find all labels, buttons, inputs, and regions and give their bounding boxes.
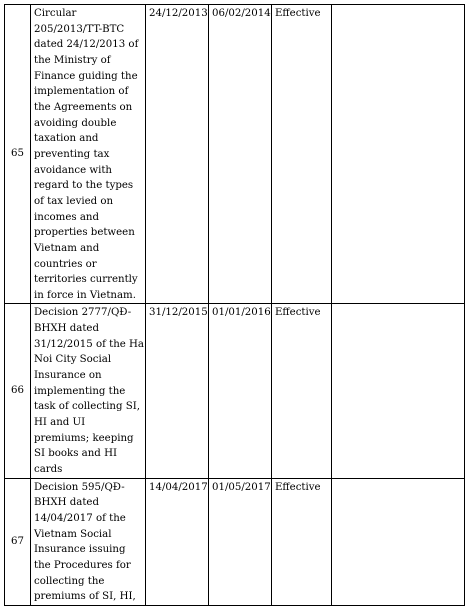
document-name-line: Vietnam Social	[34, 528, 112, 540]
note	[332, 5, 465, 304]
document-name-line: taxation and	[34, 133, 99, 145]
document-name-line: the Ministry of	[34, 54, 111, 66]
document-name	[31, 5, 146, 304]
document-name-line: 205/2013/TT-BTC	[34, 23, 125, 35]
document-name-line: in force in Vietnam.	[34, 289, 136, 301]
document-name-line: Decision 2777/QĐ-	[34, 307, 132, 319]
note	[332, 304, 465, 478]
row-number: 66	[5, 304, 31, 478]
document-name-line: cards	[34, 464, 63, 476]
document-name-line: 31/12/2015 of the Ha	[34, 338, 144, 350]
document-name-line: avoiding double	[34, 117, 117, 129]
document-name-line: countries or	[34, 258, 97, 270]
document-name-line: implementation of	[34, 86, 129, 98]
document-name-line: the Agreements on	[34, 101, 133, 113]
document-name-line: Insurance issuing	[34, 544, 126, 556]
table-row	[5, 478, 465, 605]
document-name-line: the Procedures for	[34, 559, 131, 571]
document-name-line: dated 24/12/2013 of	[34, 39, 139, 51]
document-name-line: SI books and HI	[34, 448, 117, 460]
document-name-line: Vietnam and	[34, 242, 100, 254]
note	[332, 478, 465, 605]
table-body	[5, 5, 465, 606]
effective-date: 01/05/2017	[209, 478, 272, 605]
document-name-line: BHXH dated	[34, 497, 99, 509]
document-name-line: task of collecting SI,	[34, 401, 140, 413]
document-name-line: Insurance on	[34, 370, 102, 382]
document-name-line: regard to the types	[34, 180, 134, 192]
document-name-line: 14/04/2017 of the	[34, 513, 126, 524]
document-name-line: HI and UI	[34, 417, 86, 429]
document-name-line: premiums of SI, HI,	[34, 591, 136, 603]
row-number: 65	[5, 5, 31, 304]
document-name-line: Decision 595/QĐ-	[34, 481, 125, 493]
document-name-line: properties between	[34, 227, 135, 239]
document-name-line: Circular	[34, 8, 77, 19]
document-name-line: Finance guiding the	[34, 70, 138, 82]
document-name	[31, 478, 146, 605]
effective-date: 01/01/2016	[209, 304, 272, 478]
status: Effective	[272, 478, 332, 605]
document-name-line: incomes and	[34, 211, 99, 223]
document-name	[31, 304, 146, 478]
document-name-line: of tax levied on	[34, 195, 114, 207]
table-row	[5, 304, 465, 478]
row-number: 67	[5, 478, 31, 605]
issue-date: 24/12/2013	[146, 5, 209, 304]
document-name-line: preventing tax	[34, 148, 110, 160]
table-row	[5, 5, 465, 304]
status: Effective	[272, 304, 332, 478]
document-name-line: avoidance with	[34, 164, 112, 176]
issue-date: 14/04/2017	[146, 478, 209, 605]
document-name-line: collecting the	[34, 575, 105, 587]
document-name-line: Noi City Social	[34, 354, 112, 366]
document-name-line: implementing the	[34, 385, 126, 397]
issue-date: 31/12/2015	[146, 304, 209, 478]
effective-date: 06/02/2014	[209, 5, 272, 304]
legal-documents-table	[4, 4, 465, 606]
document-name-line: premiums; keeping	[34, 432, 134, 444]
document-name-line: BHXH dated	[34, 323, 99, 335]
document-name-line: territories currently	[34, 274, 138, 286]
status: Effective	[272, 5, 332, 304]
